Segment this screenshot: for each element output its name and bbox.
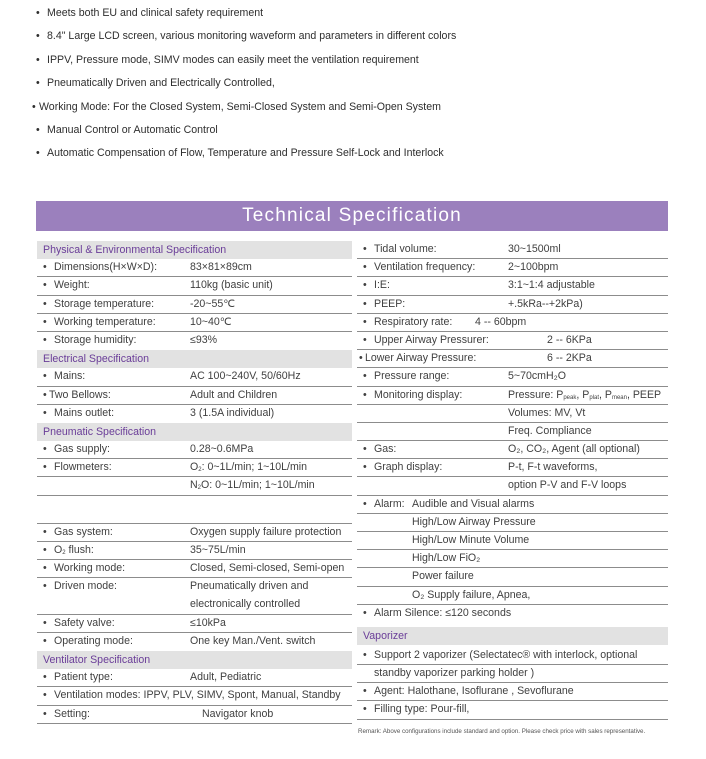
feature-item [36, 27, 676, 50]
spec-row [357, 405, 668, 423]
spec-text: • Agent: Halothane, Isoflurane , Sevoflurane [363, 685, 574, 698]
spec-text: standby vaporizer parking holder ) [374, 666, 535, 679]
spec-row [357, 701, 668, 719]
spec-row [37, 578, 352, 596]
spec-value: 0.28~0.6MPa [190, 443, 254, 456]
spec-row [357, 441, 668, 459]
section-header-pneumatic: Pneumatic Specification [37, 423, 352, 441]
spec-value: Adult and Children [190, 388, 278, 401]
spec-value: High/Low Airway Pressure [412, 515, 536, 528]
spec-row [37, 596, 352, 614]
spec-value: 30~1500ml [508, 243, 561, 255]
feature-item [36, 74, 676, 97]
spec-value: Oxygen supply failure protection [190, 525, 342, 538]
spec-value: 2~100bpm [508, 261, 559, 274]
bullet-icon: • [36, 30, 40, 43]
spec-label: • Weight: [43, 279, 90, 292]
spec-row [37, 560, 352, 578]
feature-item [32, 98, 676, 121]
feature-text: Pneumatically Driven and Electrically Controlled, [47, 77, 275, 90]
spec-row-empty [37, 496, 352, 524]
alarm-row [357, 532, 668, 550]
spec-row [357, 477, 668, 495]
spec-row [37, 314, 352, 332]
spec-label: • Safety valve: [43, 616, 115, 629]
spec-row [357, 459, 668, 477]
spec-label: • Lower Airway Pressure: [359, 352, 477, 365]
alarm-silence-row [357, 605, 668, 627]
spec-row [37, 542, 352, 560]
spec-column-left [37, 241, 352, 724]
spec-value: One key Man./Vent. switch [190, 634, 316, 647]
feature-text: 8.4" Large LCD screen, various monitoring waveform and parameters in different colors [47, 30, 457, 43]
spec-value: Pneumatically driven and [190, 580, 309, 593]
spec-value: AC 100~240V, 50/60Hz [190, 370, 301, 383]
feature-item [36, 4, 676, 27]
feature-item [36, 144, 676, 167]
spec-row [37, 441, 352, 459]
spec-label: • Mains outlet: [43, 406, 115, 419]
spec-value: +.5kRa--+2kPa) [508, 297, 583, 310]
spec-value: 3:1~1:4 adjustable [508, 279, 595, 292]
spec-value: Adult, Pediatric [190, 671, 262, 684]
bullet-icon: • [36, 123, 40, 136]
spec-value: 83×81×89cm [190, 261, 252, 274]
spec-label: • Gas supply: [43, 443, 110, 456]
spec-label: • Dimensions(H×W×D): [43, 261, 158, 274]
spec-row [357, 683, 668, 701]
alarm-row [357, 550, 668, 568]
spec-text: • Filling type: Pour-fill, [363, 703, 470, 716]
spec-row [357, 241, 668, 259]
spec-column-right [357, 241, 668, 720]
spec-value: Freq. Compliance [508, 424, 592, 437]
spec-row [37, 387, 352, 405]
spec-row [357, 645, 668, 665]
spec-value: 4 -- 60bpm [475, 315, 527, 328]
spec-label: • Pressure range: [363, 370, 450, 383]
spec-label: • Tidal volume: [363, 243, 437, 255]
spec-value: 2 -- 6KPa [547, 333, 592, 346]
spec-value: ≤10kPa [190, 616, 226, 629]
feature-text: Manual Control or Automatic Control [47, 123, 218, 136]
spec-label: • Respiratory rate: [363, 315, 453, 328]
spec-value: Power failure [412, 570, 474, 583]
spec-value: Closed, Semi-closed, Semi-open [190, 562, 345, 574]
spec-label: • Monitoring display: [363, 388, 463, 401]
spec-label: • Alarm: [363, 497, 405, 510]
spec-row [37, 706, 352, 724]
spec-row [37, 687, 352, 705]
spec-value: Audible and Visual alarms [412, 497, 535, 510]
section-header-ventilator: Ventilator Specification [37, 651, 352, 669]
bullet-icon: • [36, 77, 40, 90]
spec-row [357, 368, 668, 386]
spec-value: 5~70cmH₂O [508, 370, 566, 383]
alarm-row [357, 514, 668, 532]
spec-row [357, 332, 668, 350]
spec-row [37, 259, 352, 277]
feature-text: Meets both EU and clinical safety requirement [47, 7, 264, 19]
spec-value: Volumes: MV, Vt [508, 406, 586, 419]
spec-label: • Mains: [43, 370, 86, 383]
section-header-physical: Physical & Environmental Specification [37, 241, 352, 259]
spec-row [37, 477, 352, 495]
spec-row [357, 665, 668, 683]
spec-row [37, 524, 352, 542]
spec-value: 110kg (basic unit) [190, 279, 273, 292]
spec-label: • Storage humidity: [43, 333, 137, 346]
spec-value: $O_2$: 0~1L/min; 1~10L/min [190, 461, 308, 474]
spec-value: High/Low Minute Volume [412, 534, 530, 546]
spec-text: • Support 2 vaporizer (Selectatec® with interlock, optional [363, 648, 638, 661]
bullet-icon: • [32, 100, 36, 113]
spec-label: • Graph display: [363, 461, 443, 474]
spec-value: O₂, CO₂, Agent (all optional) [508, 443, 640, 456]
feature-text: IPPV, Pressure mode, SIMV modes can easily meet the ventilation requirement [47, 53, 419, 66]
spec-label: • PEEP: [363, 297, 406, 310]
spec-row [37, 296, 352, 314]
spec-label: • Upper Airway Pressurer: [363, 333, 489, 346]
spec-row [37, 332, 352, 350]
spec-row [357, 259, 668, 277]
section-header-electrical: Electrical Specification [37, 350, 352, 368]
spec-row [37, 405, 352, 423]
spec-row [37, 633, 352, 651]
spec-value: ≤93% [190, 333, 218, 346]
spec-row [37, 615, 352, 633]
bullet-icon: • [36, 7, 40, 19]
spec-label: • Setting: [43, 707, 90, 720]
spec-value: option P-V and F-V loops [508, 479, 627, 492]
bullet-icon: • [36, 53, 40, 66]
section-header-vaporizer: Vaporizer [357, 627, 668, 645]
spec-row [357, 296, 668, 314]
spec-text: • Ventilation modes: IPPV, PLV, SIMV, Spont, Manual, Standby [43, 689, 341, 702]
spec-row [357, 277, 668, 295]
spec-row [357, 350, 668, 368]
spec-value: O₂ Supply failure, Apnea, [412, 588, 531, 601]
spec-label: • Two Bellows: [43, 388, 111, 401]
spec-value: 3 (1.5A individual) [190, 406, 275, 419]
spec-label: • Patient type: [43, 671, 113, 684]
spec-label: • Storage temperature: [43, 297, 155, 310]
feature-item [36, 121, 676, 144]
spec-row [357, 314, 668, 332]
alarm-row [357, 568, 668, 586]
feature-text: Automatic Compensation of Flow, Temperature and Pressure Self-Lock and Interlock [47, 147, 444, 160]
spec-row [37, 669, 352, 687]
spec-value: electronically controlled [190, 598, 301, 611]
spec-label: • $O_2$ flush: [43, 543, 94, 556]
spec-label: • Working temperature: [43, 315, 156, 328]
spec-label: • Flowmeters: [43, 461, 112, 474]
spec-value: 6 -- 2KPa [547, 352, 592, 365]
alarm-row [357, 496, 668, 514]
bullet-icon: • [36, 147, 40, 160]
spec-value: High/Low FiO₂ [412, 552, 481, 565]
spec-label: • Working mode: [43, 562, 126, 574]
spec-value: -20~55℃ [190, 297, 236, 310]
spec-value: Pressure: $P_{peak}$, $P_{plat}$, $P_{mean}$, PEEP [508, 388, 662, 401]
feature-list [32, 4, 676, 168]
spec-row [37, 277, 352, 295]
spec-value: P-t, F-t waveforms, [508, 461, 598, 474]
spec-label: • Gas system: [43, 525, 113, 538]
feature-item [36, 51, 676, 74]
spec-label: • Ventilation frequency: [363, 261, 476, 274]
spec-row [357, 423, 668, 441]
spec-value: 10~40℃ [190, 315, 232, 328]
alarm-row [357, 587, 668, 605]
spec-row [37, 368, 352, 386]
spec-label: • Driven mode: [43, 580, 117, 593]
spec-value: Navigator knob [202, 707, 274, 720]
feature-text: Working Mode: For the Closed System, Semi-Closed System and Semi-Open System [39, 100, 441, 113]
spec-row [37, 459, 352, 477]
spec-label: • Gas: [363, 443, 397, 456]
spec-text: • Alarm Silence: ≤120 seconds [363, 606, 512, 619]
spec-row [357, 387, 668, 405]
spec-value: 35~75L/min [190, 543, 246, 556]
spec-label: • Operating mode: [43, 634, 133, 647]
spec-label: • I:E: [363, 279, 390, 292]
spec-value: $N_2O$: 0~1L/min; 1~10L/min [190, 479, 315, 492]
technical-specification-banner: Technical Specification [36, 201, 668, 231]
remark-note: Remark: Above configurations include standard and option. Please check price with sales representative. [358, 728, 646, 735]
